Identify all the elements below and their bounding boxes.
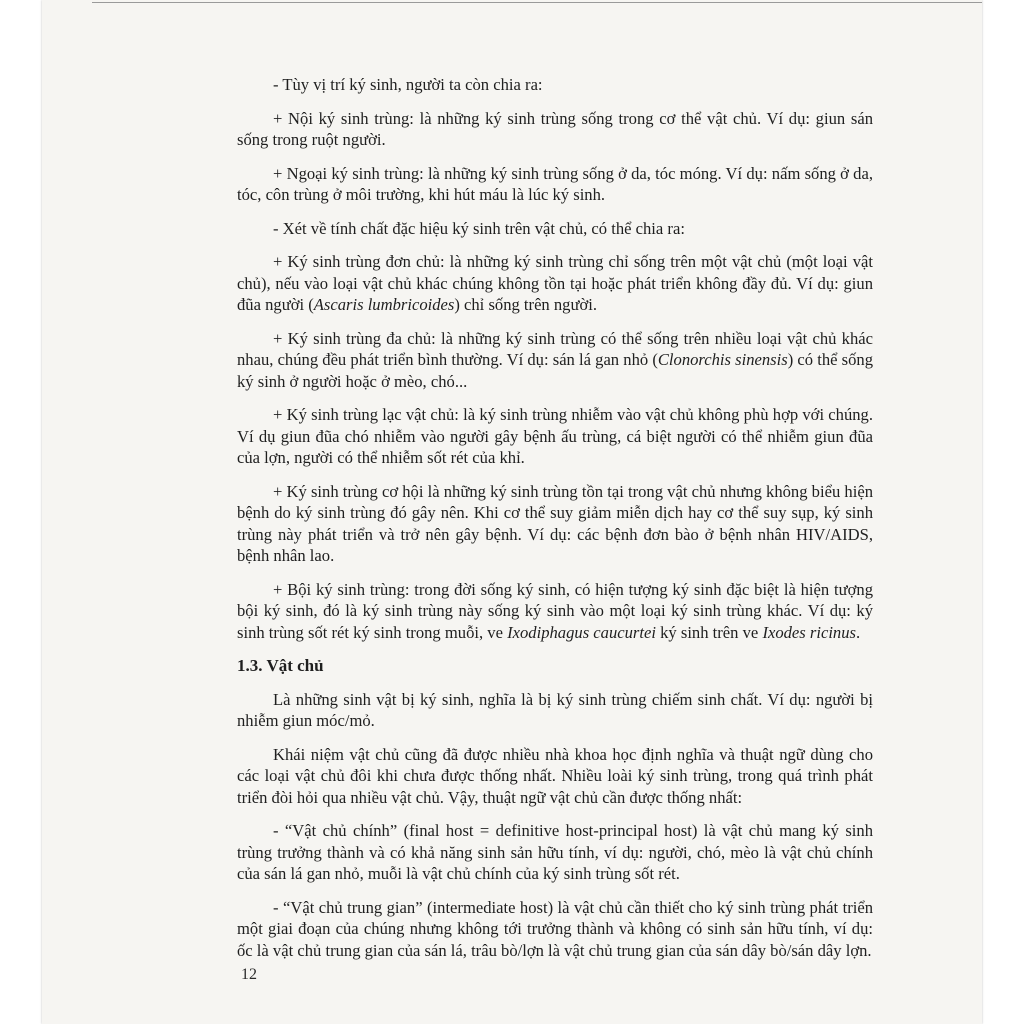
paragraph: Là những sinh vật bị ký sinh, nghĩa là bị ký sinh trùng chiếm sinh chất. Ví dụ: người bị nhiễm giun móc/mỏ. xyxy=(237,689,873,730)
paragraph: + Ký sinh trùng đơn chủ: là những ký sinh trùng chỉ sống trên một vật chủ (một loại vật chủ), nếu vào loại vật chủ khác chúng không tồn tại hoặc phát triển không đầy đủ. Ví dụ: giun đũa người (Ascaris lumbricoides) chỉ sống trên người. xyxy=(237,252,873,314)
paragraph: - “Vật chủ trung gian” (intermediate host) là vật chủ cần thiết cho ký sinh trùng phát triển một giai đoạn của chúng nhưng không tới trưởng thành và không có sinh sản hữu tính, ví dụ: ốc là vật chủ trung gian của sán lá, trâu bò/lợn là vật chủ trung gian của sán dây bò/sán dây lợn. xyxy=(237,897,873,960)
page-content xyxy=(237,74,873,973)
top-rule xyxy=(92,2,982,3)
paragraph: + Ký sinh trùng đa chủ: là những ký sinh trùng có thể sống trên nhiều loại vật chủ khác nhau, chúng đều phát triển bình thường. Ví dụ: sán lá gan nhỏ (Clonorchis sinensis) có thể sống ký sinh ở người hoặc ở mèo, chó... xyxy=(237,328,873,391)
paragraph: + Ký sinh trùng lạc vật chủ: là ký sinh trùng nhiễm vào vật chủ không phù hợp với chúng. Ví dụ giun đũa chó nhiễm vào người gây bệnh ấu trùng, cá biệt người có thể nhiễm giun đũa của lợn, người có thể nhiễm sốt rét của khỉ. xyxy=(237,405,873,467)
book-page xyxy=(42,0,982,1024)
paragraph: + Nội ký sinh trùng: là những ký sinh trùng sống trong cơ thể vật chủ. Ví dụ: giun sán sống trong ruột người. xyxy=(237,108,873,149)
paragraph: - Tùy vị trí ký sinh, người ta còn chia ra: xyxy=(273,75,543,94)
paragraph: - “Vật chủ chính” (final host = definitive host-principal host) là vật chủ mang ký sinh trùng trưởng thành và có khả năng sinh sản hữu tính, ví dụ: người, chó, mèo là vật chủ chính của sán lá gan nhỏ, muỗi là vật chủ chính của ký sinh trùng sốt rét. xyxy=(237,821,873,883)
paragraph: + Bội ký sinh trùng: trong đời sống ký sinh, có hiện tượng ký sinh đặc biệt là hiện tượng bội ký sinh, đó là ký sinh trùng này sống ký sinh vào một loại ký sinh trùng khác. Ví dụ: ký sinh trùng sốt rét ký sinh trong muỗi, ve Ixodiphagus caucurtei ký sinh trên ve Ixodes ricinus. xyxy=(237,579,873,642)
paragraph: - Xét về tính chất đặc hiệu ký sinh trên vật chủ, có thể chia ra: xyxy=(273,218,685,238)
paragraph: + Ký sinh trùng cơ hội là những ký sinh trùng tồn tại trong vật chủ nhưng không biểu hiện bệnh do ký sinh trùng đó gây nên. Khi cơ thể suy giảm miễn dịch hay cơ thể suy sụp, ký sinh trùng này phát triển và trở nên gây bệnh. Ví dụ: các bệnh đơn bào ở bệnh nhân HIV/AIDS, bệnh nhân lao. xyxy=(237,481,873,565)
section-heading: 1.3. Vật chủ xyxy=(237,656,324,675)
paragraph: Khái niệm vật chủ cũng đã được nhiều nhà khoa học định nghĩa và thuật ngữ dùng cho các loại vật chủ đôi khi chưa được thống nhất. Nhiều loài ký sinh trùng, trong quá trình phát triển đòi hỏi qua nhiều vật chủ. Vậy, thuật ngữ vật chủ cần được thống nhất: xyxy=(237,744,873,807)
paragraph: + Ngoại ký sinh trùng: là những ký sinh trùng sống ở da, tóc móng. Ví dụ: nấm sống ở da, tóc, côn trùng ở môi trường, khi hút máu là lúc ký sinh. xyxy=(237,163,873,204)
page-number: 12 xyxy=(241,966,257,983)
